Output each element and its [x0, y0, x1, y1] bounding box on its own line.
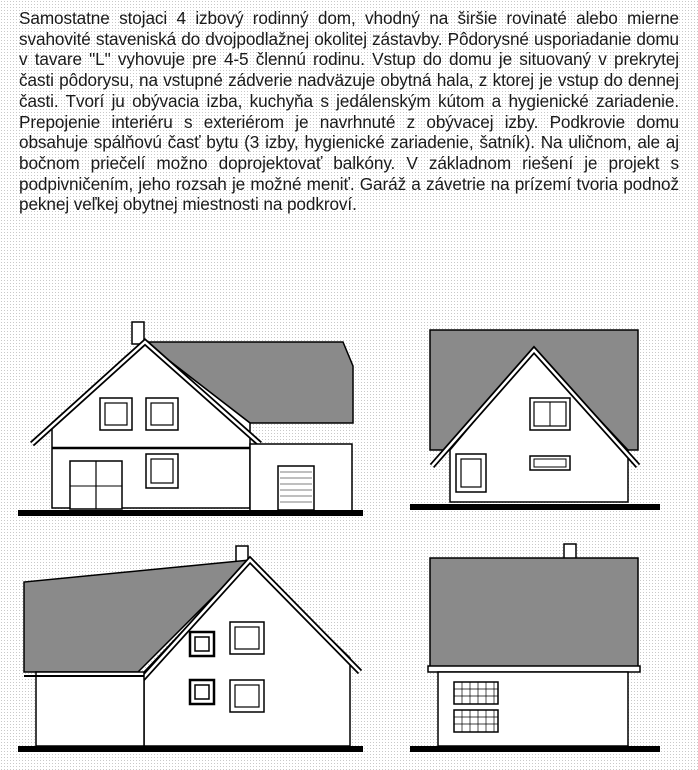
ground-line: [18, 746, 363, 752]
house-description: Samostatne stojaci 4 izbový rodinný dom, vhodný na širšie rovinaté alebo mierne svahovité staveniská do dvojpodlažnej okolitej zástavby. Pôdorysné usporiadanie domu v tavare "L" vyhovuje pre 4-5 člennú rodinu. Vstup do domu je situovaný v prekrytej časti pôdorysu, na vstupné zádverie nadväzuje obytná hala, z ktorej je vstup do dennej časti. Tvorí ju obývacia izba, kuchyňa s jedálenským kútom a hygienické zariadenie. Prepojenie interiéru s exteriérom je navrhnuté z obývacej izby. Podkrovie domu obsahuje spálňovú časť bytu (3 izby, hygienické zariadenie, šatník). Na uličnom, ale aj bočnom priečelí možno doprojektovať balkóny. V základnom riešení je projekt s podpivničením, jeho rozsah je možné meniť. Garáž a závetrie na prízemí tvoria podnož peknej veľkej obytnej miestnosti na podkroví.: [19, 8, 679, 215]
garage-wall: [36, 672, 144, 746]
rear-elevation: [18, 540, 378, 760]
side-elevation-left-drawing: [410, 540, 670, 760]
ground-window: [530, 456, 570, 470]
glass-block-window: [454, 710, 498, 732]
front-elevation: [18, 318, 378, 528]
rear-elevation-drawing: [18, 540, 378, 760]
ground-line: [18, 510, 363, 516]
attic-window: [190, 632, 214, 656]
side-elevation-right-drawing: [410, 318, 670, 528]
front-elevation-drawing: [18, 318, 378, 528]
ground-line: [410, 746, 660, 752]
garage-door: [278, 466, 314, 510]
side-elevation-left: [410, 540, 670, 760]
ground-line: [410, 504, 660, 510]
roof: [430, 558, 638, 668]
side-elevation-right: [410, 318, 670, 528]
glass-block-window: [454, 682, 498, 704]
ground-window: [190, 680, 214, 704]
eaves: [428, 666, 640, 672]
